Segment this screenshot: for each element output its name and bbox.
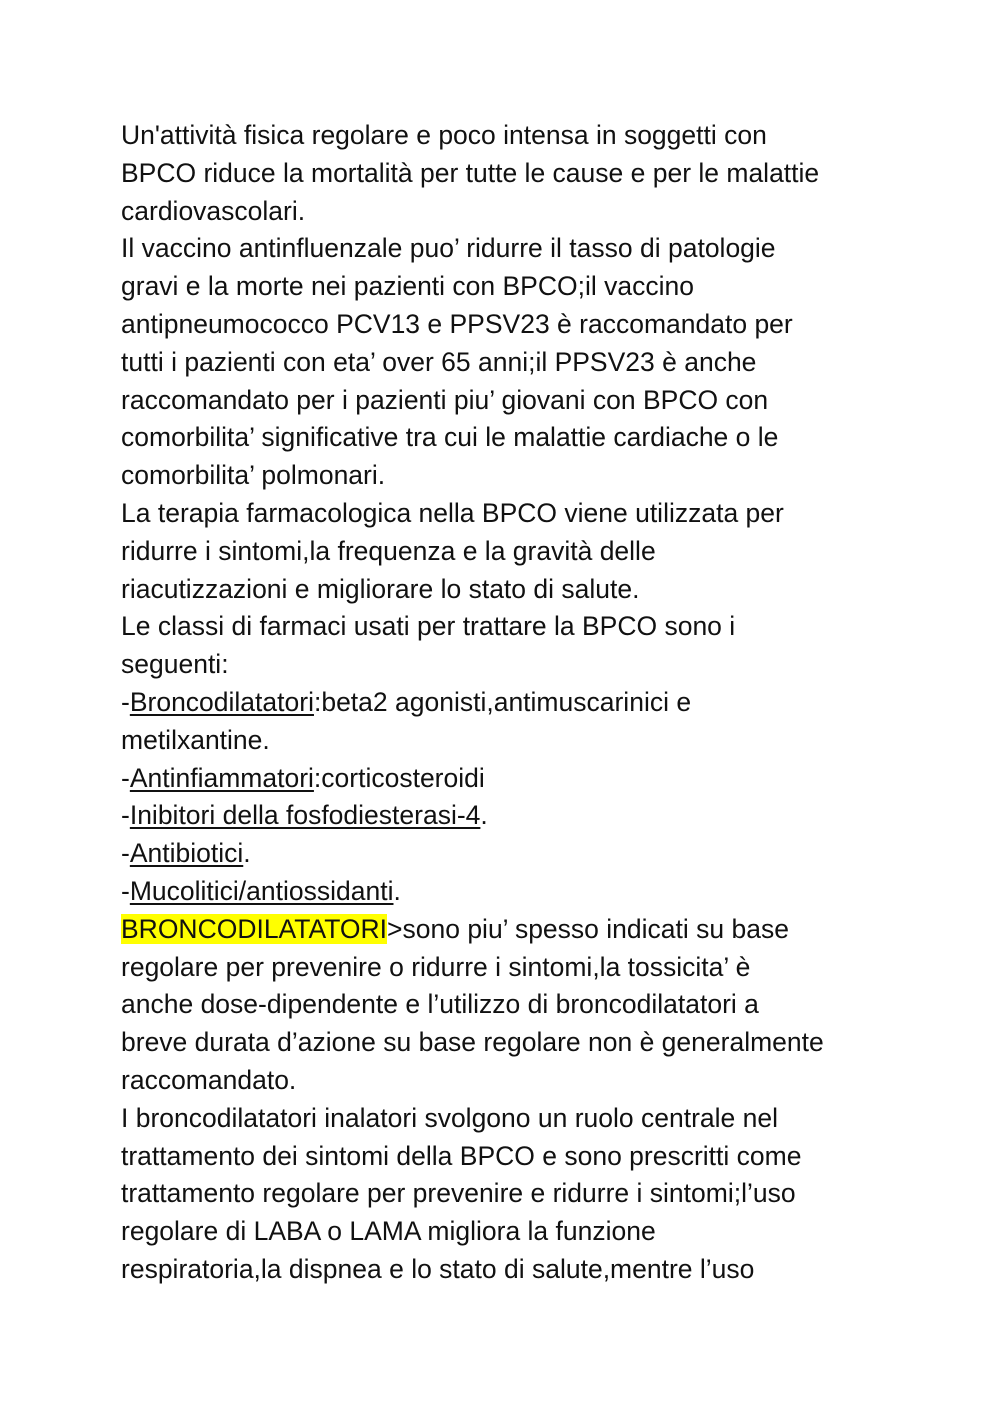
text-line: tutti i pazienti con eta’ over 65 anni;il PPSV23 è anche xyxy=(121,346,757,377)
text-line: trattamento regolare per prevenire e ridurre i sintomi;l’uso xyxy=(121,1178,796,1209)
list-item-text: :corticosteroidi xyxy=(313,762,485,793)
underlined-term: Mucolitici/antiossidanti xyxy=(129,875,394,906)
text-line: raccomandato. xyxy=(121,1064,297,1095)
text-span: >sono piu’ spesso indicati su base xyxy=(387,913,789,944)
text-line: I broncodilatatori inalatori svolgono un ruolo centrale nel xyxy=(121,1102,779,1133)
list-item-antinfiammatori xyxy=(121,760,891,798)
list-item-text: . xyxy=(393,875,401,906)
text-line: regolare di LABA o LAMA migliora la funzione xyxy=(121,1216,656,1247)
list-dash: - xyxy=(121,875,130,906)
text-line: La terapia farmacologica nella BPCO viene utilizzata per xyxy=(121,497,784,528)
text-line: comorbilita’ significative tra cui le malattie cardiache o le xyxy=(121,422,779,453)
text-line: metilxantine. xyxy=(121,724,270,755)
text-line: seguenti: xyxy=(121,649,229,680)
text-line: trattamento dei sintomi della BPCO e sono prescritti come xyxy=(121,1140,802,1171)
list-item-mucolitici xyxy=(121,873,891,911)
text-line: Un'attività fisica regolare e poco intensa in soggetti con xyxy=(121,120,767,150)
text-line: anche dose-dipendente e l’utilizzo di broncodilatatori a xyxy=(121,989,759,1020)
list-item-text: . xyxy=(480,800,488,831)
text-line: regolare per prevenire o ridurre i sintomi,la tossicita’ è xyxy=(121,951,751,982)
underlined-term: Broncodilatatori xyxy=(129,686,314,717)
text-line: BPCO riduce la mortalità per tutte le cause e per le malattie xyxy=(121,157,820,188)
underlined-term: Antibiotici xyxy=(129,838,244,869)
text-line: riacutizzazioni e migliorare lo stato di salute. xyxy=(121,573,640,604)
text-line: gravi e la morte nei pazienti con BPCO;il vaccino xyxy=(121,271,694,302)
highlighted-line xyxy=(121,911,891,949)
list-dash: - xyxy=(121,838,130,869)
underlined-term: Inibitori della fosfodiesterasi-4 xyxy=(129,800,481,831)
text-line: ridurre i sintomi,la frequenza e la gravità delle xyxy=(121,535,656,566)
list-item-text: :beta2 agonisti,antimuscarinici e xyxy=(313,686,692,717)
list-item-text: . xyxy=(243,838,251,869)
list-item-inibitori xyxy=(121,797,891,835)
text-line: comorbilita’ polmonari. xyxy=(121,460,386,491)
underlined-term: Antinfiammatori xyxy=(129,762,314,793)
text-line: Il vaccino antinfluenzale puo’ ridurre il tasso di patologie xyxy=(121,233,776,264)
list-dash: - xyxy=(121,686,130,717)
text-line: Le classi di farmaci usati per trattare la BPCO sono i xyxy=(121,611,736,642)
list-item-antibiotici xyxy=(121,835,891,873)
list-dash: - xyxy=(121,762,130,793)
highlighted-term: BRONCODILATATORI xyxy=(121,913,388,944)
text-line: antipneumococco PCV13 e PPSV23 è raccomandato per xyxy=(121,308,793,339)
text-line: respiratoria,la dispnea e lo stato di salute,mentre l’uso xyxy=(121,1253,755,1284)
document-page xyxy=(121,117,891,1289)
text-line: cardiovascolari. xyxy=(121,195,306,226)
list-dash: - xyxy=(121,800,130,831)
list-item-broncodilatatori xyxy=(121,684,891,722)
text-line: raccomandato per i pazienti piu’ giovani con BPCO con xyxy=(121,384,769,415)
text-line: breve durata d’azione su base regolare non è generalmente xyxy=(121,1027,824,1058)
